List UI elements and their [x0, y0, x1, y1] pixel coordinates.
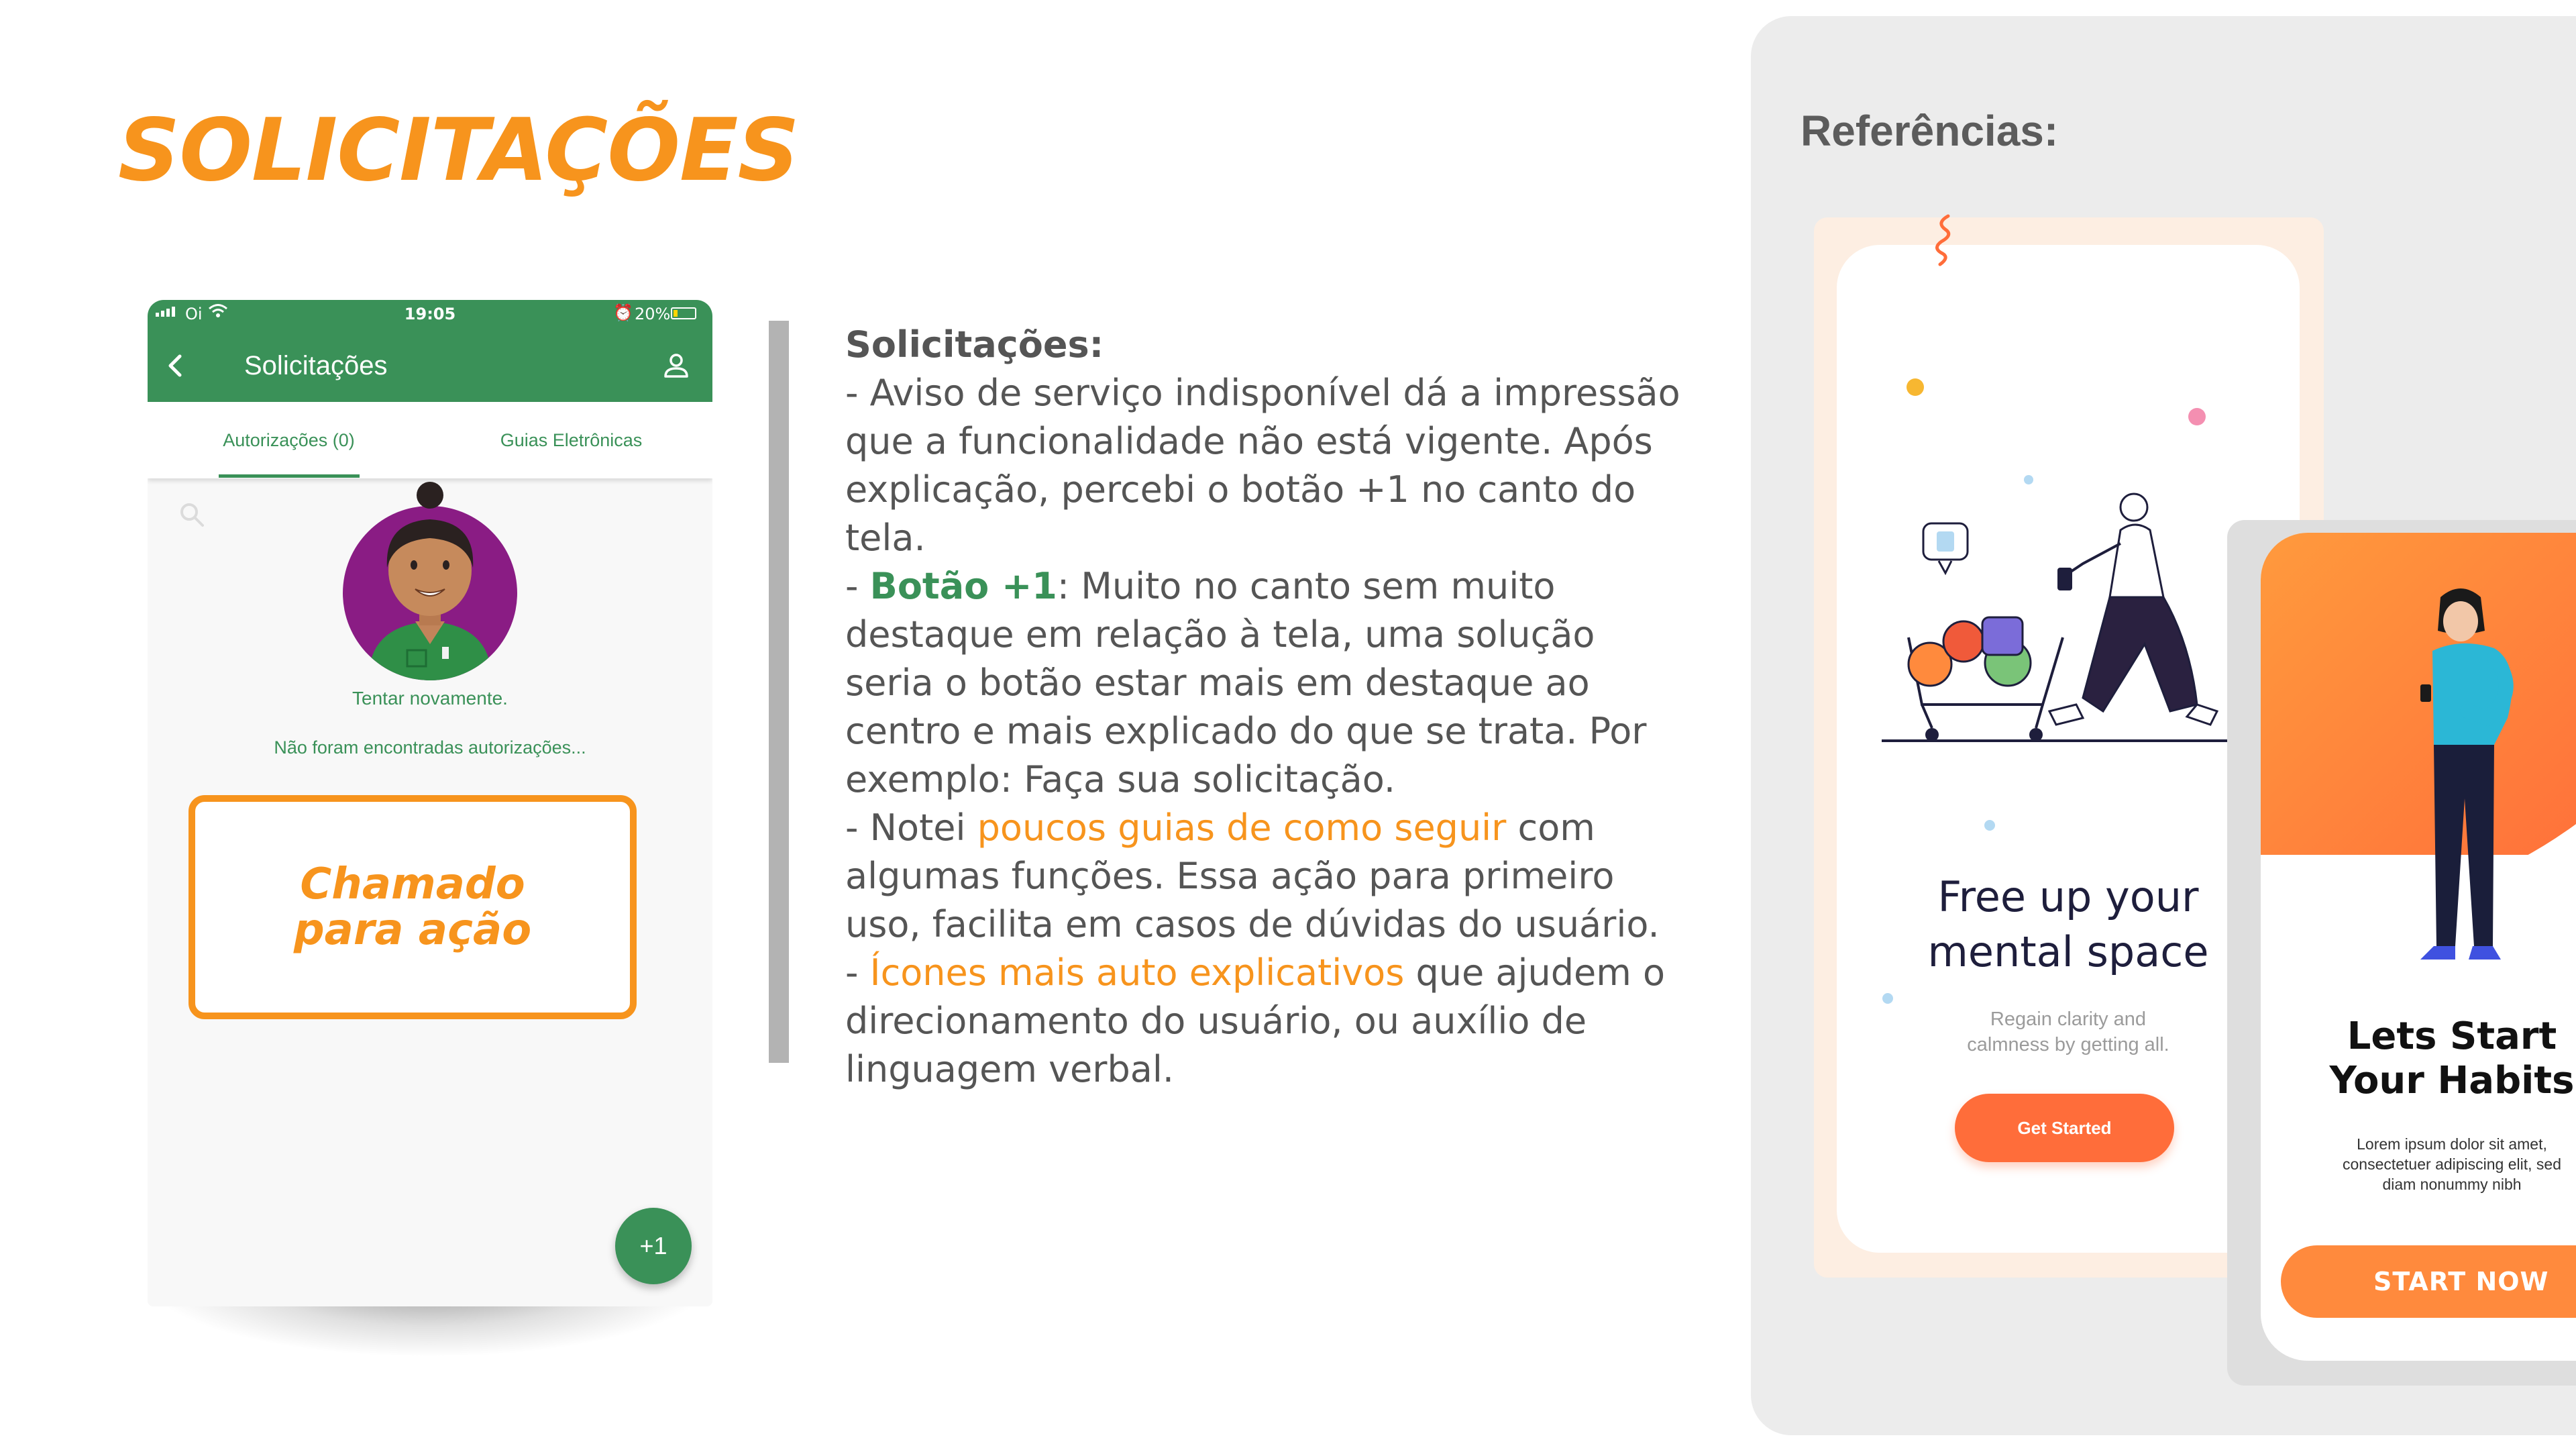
alarm-icon: ⏰ [613, 303, 633, 322]
shopping-illustration [1882, 483, 2231, 752]
notes-text [845, 321, 1690, 1094]
decor-dot [1907, 378, 1924, 396]
note-2: - Botão +1: Muito no canto sem muito destaque em relação à tela, uma solução seria o botão estar mais em destaque ao centro e mais explicado do que se trata. Por exemplo: Faça sua solicitação. [845, 565, 1647, 800]
squiggle-decoration [1929, 213, 1956, 267]
reference-1-subtitle: Regain clarity and calmness by getting all. [1967, 1008, 2169, 1055]
decor-dot [1882, 993, 1893, 1004]
call-to-action-label: Chamado para ação [293, 860, 532, 955]
empty-state-message: Não foram encontradas autorizações... [274, 737, 586, 758]
tab-bar [148, 402, 712, 478]
vertical-divider [769, 321, 789, 1063]
user-icon[interactable] [660, 350, 692, 382]
battery-icon [671, 307, 696, 319]
get-started-button[interactable]: Get Started [1955, 1094, 2174, 1162]
call-to-action-box [189, 795, 637, 1019]
tab-autorizacoes[interactable]: Autorizações (0) [223, 430, 355, 450]
person-illustration [2394, 584, 2528, 966]
add-request-button[interactable]: +1 [615, 1208, 692, 1284]
references-title: Referências: [1801, 107, 2059, 155]
notes-heading: Solicitações: [845, 323, 1104, 366]
reference-1-title: Free up your mental space [1927, 872, 2209, 976]
page-title: SOLICITAÇÕES [118, 101, 799, 201]
app-bar [148, 329, 712, 402]
note-3: - Notei poucos guias de como seguir com algumas funções. Essa ação para primeiro uso, facilita em casos de dúvidas do usuário. [845, 807, 1660, 945]
attendant-avatar [341, 479, 519, 680]
note-4: - Ícones mais auto explicativos que ajudem o direcionamento do usuário, ou auxílio de linguagem verbal. [845, 951, 1666, 1090]
search-icon[interactable] [178, 501, 205, 528]
back-arrow-icon[interactable] [162, 351, 189, 380]
start-now-button[interactable]: START NOW [2281, 1245, 2576, 1318]
status-bar [148, 300, 712, 329]
note-1: - Aviso de serviço indisponível dá a impressão que a funcionalidade não está vigente. Após explicação, percebi o botão +1 no canto do tela. [845, 372, 1680, 559]
status-time: 19:05 [404, 305, 456, 323]
reference-2-title: Lets Start Your Habits [2329, 1015, 2575, 1102]
reference-2-subtitle: Lorem ipsum dolor sit amet, consectetuer adipiscing elit, sed diam nonummy nibh [2342, 1135, 2562, 1193]
decor-dot [2188, 408, 2206, 425]
decor-dot [1984, 820, 1995, 831]
active-tab-indicator [219, 474, 360, 478]
tab-guias-eletronicas[interactable]: Guias Eletrônicas [500, 430, 643, 450]
battery-percent: 20% [635, 305, 671, 323]
retry-link[interactable]: Tentar novamente. [352, 688, 508, 709]
carrier-label: Oi [185, 305, 203, 323]
phone-mockup [148, 300, 712, 1306]
app-bar-title: Solicitações [244, 351, 388, 380]
